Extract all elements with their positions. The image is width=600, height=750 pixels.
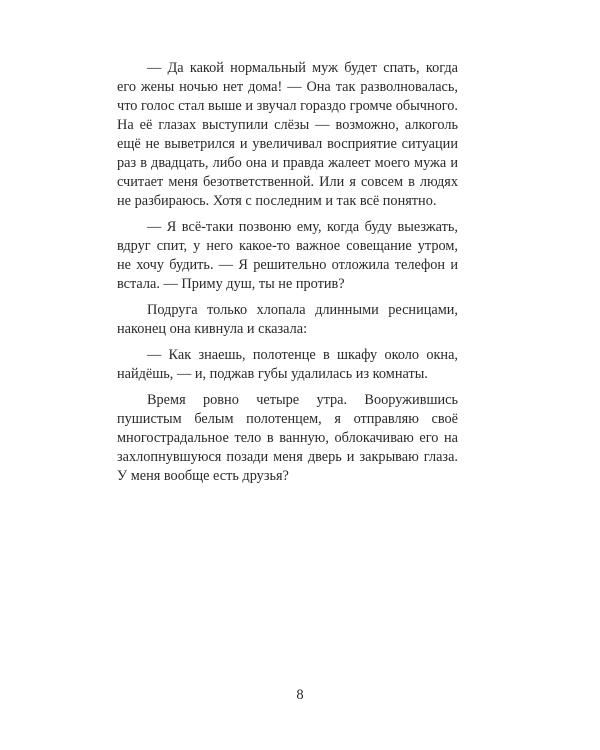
paragraph-5: Время ровно четыре утра. Вооружившись пушистым белым полотенцем, я отправляю своё многострадальное тело в ванную, облокачиваю его на захлопнувшуюся позади меня дверь и закрываю глаза. У меня вообще есть друзья? <box>117 392 458 484</box>
paragraph-3: Подруга только хлопала длинными ресницами, наконец она кивнула и сказала: <box>117 302 458 337</box>
body-text <box>117 59 458 493</box>
paragraph-1: — Да какой нормальный муж будет спать, когда его жены ночью нет дома! — Она так разволновалась, что голос стал выше и звучал гораздо громче обычного. На её глазах выступили слёзы — возможно, алкоголь ещё не выветрился и увеличивал восприятие ситуации раз в двадцать, либо она и правда жалеет моего мужа и считает меня безответственной. Или я совсем в людях не разбираюсь. Хотя с последним и так всё понятно. <box>117 60 458 209</box>
paragraph-4: — Как знаешь, полотенце в шкафу около окна, найдёшь, — и, поджав губы удалилась из комнаты. <box>117 347 458 382</box>
paragraph-2: — Я всё-таки позвоню ему, когда буду выезжать, вдруг спит, у него какое-то важное совещание утром, не хочу будить. — Я решительно отложила телефон и встала. — Приму душ, ты не против? <box>117 219 458 292</box>
page-number: 8 <box>296 687 304 703</box>
